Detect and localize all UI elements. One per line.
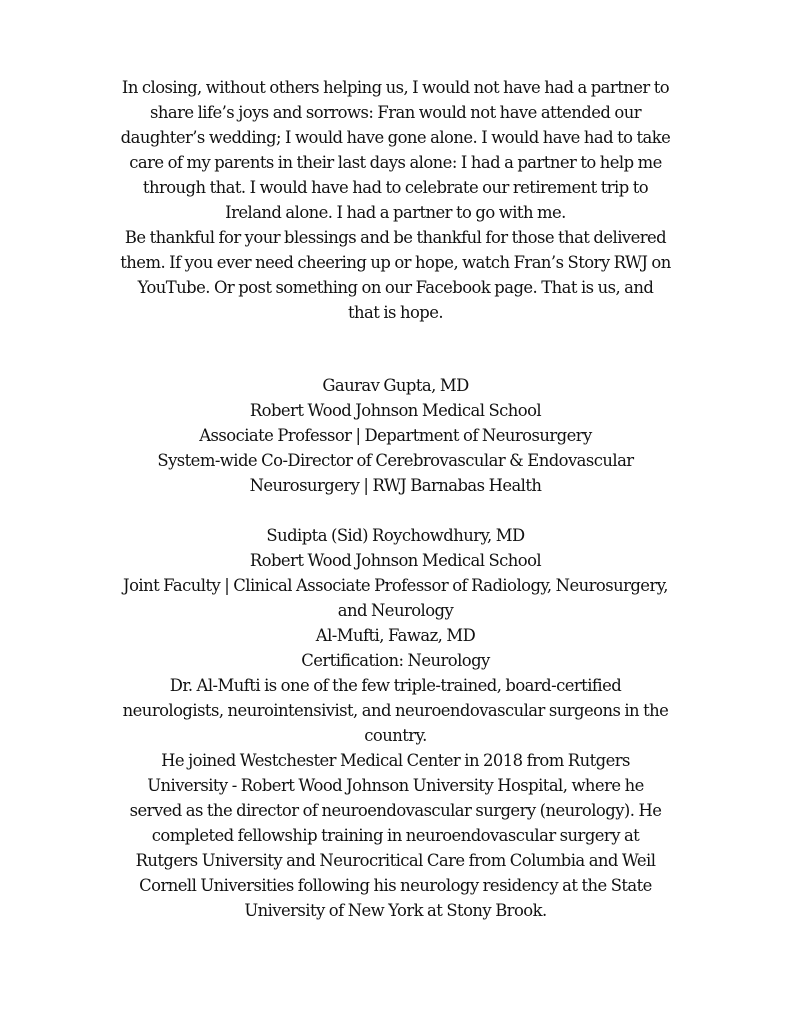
closing-paragraph: In closing, without others helping us, I would not have had a partner to share life’s joys and sorrows: Fran would not have attended our daughter’s wedding; I would have gone alone. I would have had to take care of my parents in their last days alone: I had a partner to help me through that. I would have had to celebrate our retirement trip to Ireland alone. I had a partner to go with me. bbox=[120, 78, 671, 222]
signature-name: Al-Mufti, Fawaz, MD bbox=[315, 626, 476, 645]
signature-roychowdhury bbox=[120, 523, 671, 623]
signature-almufti bbox=[120, 623, 671, 923]
thankful-paragraph: Be thankful for your blessings and be thankful for those that delivered them. If you ever need cheering up or hope, watch Fran’s Story RWJ on YouTube. Or post something on our Facebook page. That is us, and that is hope. bbox=[120, 228, 671, 322]
signature-certification: Certification: Neurology bbox=[301, 651, 490, 670]
signature-school: Robert Wood Johnson Medical School bbox=[249, 551, 542, 570]
signature-school: Robert Wood Johnson Medical School bbox=[249, 401, 542, 420]
signature-role: System-wide Co-Director of Cerebrovascular & Endovascular Neurosurgery | RWJ Barnabas Health bbox=[157, 451, 634, 495]
signature-name: Gaurav Gupta, MD bbox=[322, 376, 469, 395]
signature-name: Sudipta (Sid) Roychowdhury, MD bbox=[266, 526, 525, 545]
closing-section bbox=[120, 75, 671, 325]
signature-title: Associate Professor | Department of Neurosurgery bbox=[199, 426, 592, 445]
almufti-bio-detail: He joined Westchester Medical Center in 2018 from Rutgers University - Robert Wood Johnson University Hospital, where he served as the director of neuroendovascular surgery (neurology). He completed fellowship training in neuroendovascular surgery at Rutgers University and Neurocritical Care from Columbia and Weil Cornell Universities following his neurology residency at the State University of New York at Stony Brook. bbox=[129, 751, 662, 920]
signature-gupta bbox=[120, 373, 671, 498]
signature-spacer bbox=[120, 498, 671, 523]
signatures-section bbox=[120, 373, 671, 923]
almufti-bio-summary: Dr. Al-Mufti is one of the few triple-trained, board-certified neurologists, neurointensivist, and neuroendovascular surgeons in the country. bbox=[122, 676, 669, 745]
signature-title: Joint Faculty | Clinical Associate Professor of Radiology, Neurosurgery, and Neurology bbox=[123, 576, 668, 620]
